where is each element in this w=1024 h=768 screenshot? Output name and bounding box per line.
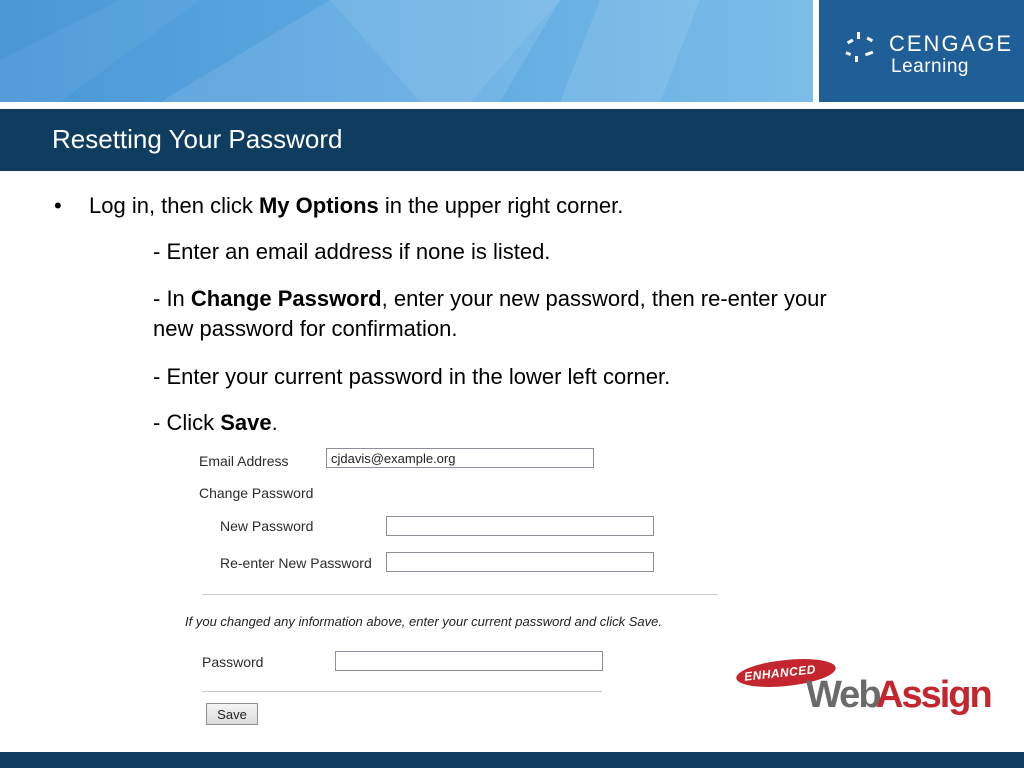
form-divider bbox=[202, 594, 718, 595]
instruction-emphasis: Save bbox=[220, 410, 272, 435]
instruction-text: - Click bbox=[153, 410, 221, 435]
logo-assign-text: Assign bbox=[876, 674, 991, 716]
instruction-line-3-continued: new password for confirmation. bbox=[153, 316, 458, 341]
instruction-text: - In bbox=[153, 286, 191, 311]
instruction-emphasis: Change Password bbox=[190, 286, 382, 311]
logo-wordmark-cengage: CENGAGE bbox=[889, 31, 1014, 56]
reenter-password-field[interactable] bbox=[386, 552, 654, 572]
reenter-password-label: Re-enter New Password bbox=[220, 555, 372, 571]
logo-web-text: Web bbox=[806, 674, 880, 716]
instruction-text: Log in, then click bbox=[89, 193, 259, 218]
cengage-logo bbox=[819, 0, 1024, 102]
instruction-line-3 bbox=[153, 284, 827, 314]
new-password-field[interactable] bbox=[386, 516, 654, 536]
cengage-logo-icon bbox=[843, 30, 883, 70]
instruction-text: in the upper right corner. bbox=[378, 193, 624, 218]
instruction-line-5 bbox=[153, 408, 278, 438]
email-address-label: Email Address bbox=[199, 453, 289, 469]
new-password-label: New Password bbox=[220, 518, 314, 534]
banner-decoration bbox=[0, 0, 813, 102]
instruction-text: . bbox=[271, 410, 278, 435]
change-password-heading: Change Password bbox=[199, 485, 314, 501]
form-divider bbox=[202, 691, 602, 692]
instruction-emphasis: My Options bbox=[258, 193, 379, 218]
footer-bar bbox=[0, 752, 1024, 768]
email-field[interactable] bbox=[326, 448, 594, 468]
logo-wordmark-learning: Learning bbox=[891, 56, 969, 77]
save-notice: If you changed any information above, enter your current password and click Save. bbox=[185, 614, 662, 629]
current-password-label: Password bbox=[202, 654, 264, 670]
instruction-text: , enter your new password, then re-enter your bbox=[381, 286, 827, 311]
save-button[interactable]: Save bbox=[206, 703, 258, 725]
enhanced-badge-text: ENHANCED bbox=[743, 662, 817, 684]
current-password-field[interactable] bbox=[335, 651, 603, 671]
bullet-icon: • bbox=[54, 193, 62, 218]
instruction-line-1 bbox=[89, 191, 623, 221]
slide-title: Resetting Your Password bbox=[52, 124, 343, 154]
header-banner bbox=[0, 0, 813, 102]
instruction-line-4: - Enter your current password in the lower left corner. bbox=[153, 364, 671, 389]
instruction-line-2: - Enter an email address if none is listed. bbox=[153, 239, 551, 264]
